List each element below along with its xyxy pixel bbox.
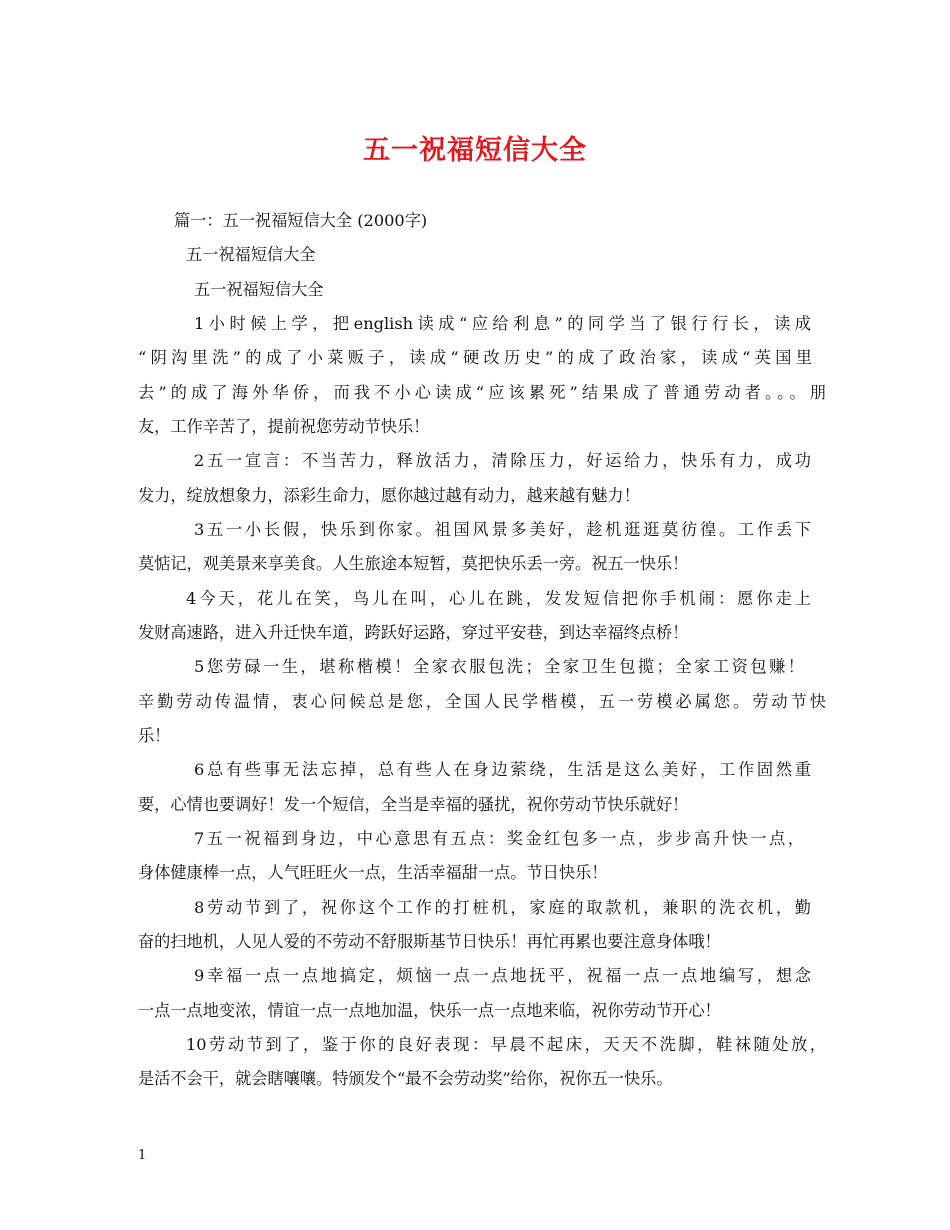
text-line: 身体健康棒一点，人气旺旺火一点，生活幸福甜一点。节日快乐！ — [138, 863, 608, 882]
text-line: 奋的扫地机，人见人爱的不劳动不舒服斯基节日快乐！再忙再累也要注意身体哦！ — [138, 932, 721, 951]
text-line: 1小时候上学，把english读成“应给利息”的同学当了银行行长，读成 — [194, 314, 811, 333]
subheading: 五一祝福短信大全 — [194, 280, 324, 299]
text-line: 要，心情也要调好！发一个短信，全当是幸福的骚扰，祝你劳动节快乐就好！ — [138, 795, 689, 814]
subheading: 五一祝福短信大全 — [186, 245, 316, 264]
section-heading: 篇一：五一祝福短信大全 (2000字) — [174, 211, 428, 230]
text-line: 3五一小长假，快乐到你家。祖国风景多美好，趁机逛逛莫彷徨。工作丢下 — [194, 520, 811, 539]
text-line: 去”的成了海外华侨，而我不小心读成“应该累死”结果成了普通劳动者。。。朋 — [138, 383, 826, 402]
document-title: 五一祝福短信大全 — [363, 135, 587, 166]
text-line: “阴沟里洗”的成了小菜贩子，读成“硬改历史”的成了政治家，读成“英国里 — [138, 348, 812, 367]
text-line: 友，工作辛苦了，提前祝您劳动节快乐！ — [138, 417, 430, 436]
text-line: 7五一祝福到身边，中心意思有五点：奖金红包多一点，步步高升快一点， — [194, 829, 804, 848]
text-line: 9幸福一点一点地搞定，烦恼一点一点地抚平，祝福一点一点地编写，想念 — [194, 966, 811, 985]
text-line: 10劳动节到了，鉴于你的良好表现：早晨不起床，天天不洗脚，鞋袜随处放， — [186, 1035, 826, 1054]
text-line: 辛勤劳动传温情，衷心问候总是您，全国人民学楷模，五一劳模必属您。劳动节快 — [138, 692, 826, 711]
text-line: 一点一点地变浓，情谊一点一点地加温，快乐一点一点地来临，祝你劳动节开心！ — [138, 1001, 721, 1020]
text-line: 乐！ — [138, 726, 171, 745]
text-line: 是活不会干，就会瞎嚷嚷。特颁发个“最不会劳动奖”给你，祝你五一快乐。 — [138, 1069, 673, 1088]
page-number: 1 — [138, 1148, 147, 1163]
text-line: 5您劳碌一生，堪称楷模！全家衣服包洗；全家卫生包揽；全家工资包赚！ — [194, 657, 804, 676]
text-line: 6总有些事无法忘掉，总有些人在身边萦绕，生活是这么美好，工作固然重 — [194, 760, 811, 779]
text-line: 4今天，花儿在笑，鸟儿在叫，心儿在跳，发发短信把你手机闹：愿你走上 — [186, 589, 811, 608]
text-line: 2五一宣言：不当苦力，释放活力，清除压力，好运给力，快乐有力，成功 — [194, 451, 811, 470]
text-line: 发力，绽放想象力，添彩生命力，愿你越过越有动力，越来越有魅力！ — [138, 486, 640, 505]
text-line: 莫惦记，观美景来享美食。人生旅途本短暂，莫把快乐丢一旁。祝五一快乐！ — [138, 554, 689, 573]
text-line: 8劳动节到了，祝你这个工作的打桩机，家庭的取款机，兼职的洗衣机，勤 — [194, 898, 811, 917]
text-line: 发财高速路，进入升迁快车道，跨跃好运路，穿过平安巷，到达幸福终点桥！ — [138, 623, 689, 642]
